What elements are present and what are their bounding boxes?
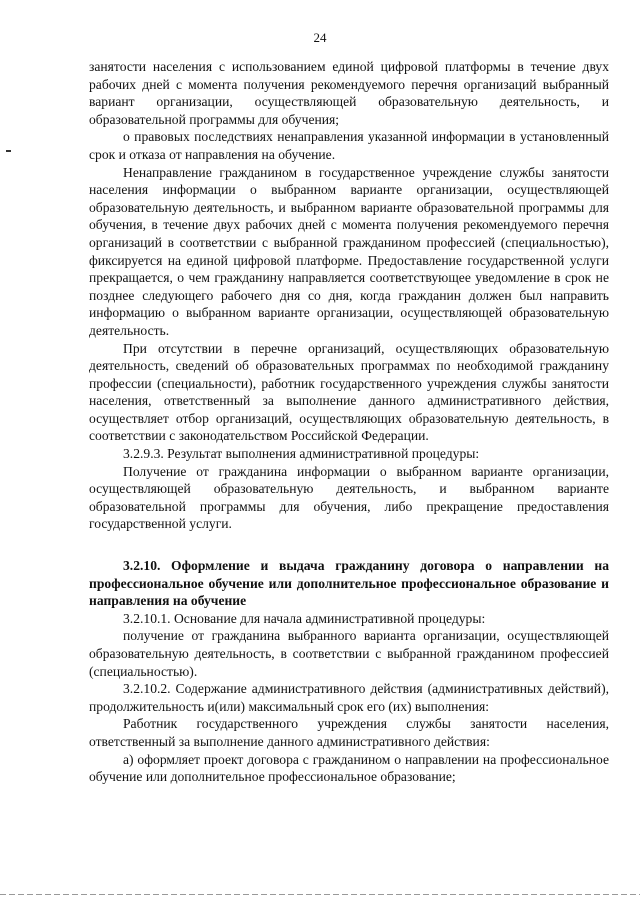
paragraph: а) оформляет проект договора с гражданином о направлении на профессиональное обучение или дополнительное профессиональное образование; (89, 751, 609, 785)
paragraph: 3.2.10.2. Содержание административного действия (административных действий), продолжительность и(или) максимальный срок его (их) выполнения: (89, 681, 609, 714)
paragraph: получение от гражданина выбранного варианта организации, осуществляющей образовательную деятельность, в соответствии с выбранной гражданином профессией (специальностью). (89, 628, 609, 679)
paragraph: Ненаправление гражданином в государственное учреждение службы занятости населения информации о выбранном варианте организации, осуществляющей образовательную деятельность, и выбранном варианте образовательной программы для обучения, в течение двух рабочих дней с момента получения рекомендуемого перечня организаций в соответствии с выбранной гражданином профессией (специальностью), фиксируется на единой цифровой платформе. Предоставление государственной услуги прекращается, о чем гражданину направляется соответствующее уведомление в срок не позднее следующего рабочего дня со дня, когда гражданин должен был направить информацию о выбранном варианте организации, осуществляющей образовательную деятельность. (89, 164, 609, 338)
paragraph: 3.2.10.1. Основание для начала административной процедуры: (123, 610, 486, 626)
paragraph: Получение от гражданина информации о выбранном варианте организации, осуществляющей образовательную деятельность, и выбранном варианте образовательной программы для обучения, либо прекращение предоставления государственной услуги. (89, 463, 609, 532)
document-body (89, 58, 609, 786)
section-heading: 3.2.10. Оформление и выдача гражданину договора о направлении на профессиональное обучение или дополнительное профессиональное образование и направления на обучение (89, 558, 609, 609)
paragraph: Работник государственного учреждения службы занятости населения, ответственный за выполнение данного административного действия: (89, 716, 609, 749)
paragraph: о правовых последствиях ненаправления указанной информации в установленный срок и отказа от направления на обучение. (89, 129, 609, 162)
paragraph: занятости населения с использованием единой цифровой платформы в течение двух рабочих дней с момента получения рекомендуемого перечня организаций выбранный вариант организации, осуществляющей образовательную деятельность, и образовательной программы для обучения; (89, 59, 609, 127)
page-number: 24 (313, 30, 327, 45)
paragraph: При отсутствии в перечне организаций, осуществляющих образовательную деятельность, сведений об образовательных программах по необходимой гражданину профессии (специальности), работник государственного учреждения службы занятости населения, ответственный за выполнение данного административного действия, осуществляет отбор организаций, осуществляющих образовательную деятельность, в соответствии с законодательством Российской Федерации. (89, 340, 609, 444)
bottom-scan-rule (0, 894, 640, 895)
paragraph: 3.2.9.3. Результат выполнения административной процедуры: (123, 446, 480, 462)
margin-mark (6, 150, 11, 152)
